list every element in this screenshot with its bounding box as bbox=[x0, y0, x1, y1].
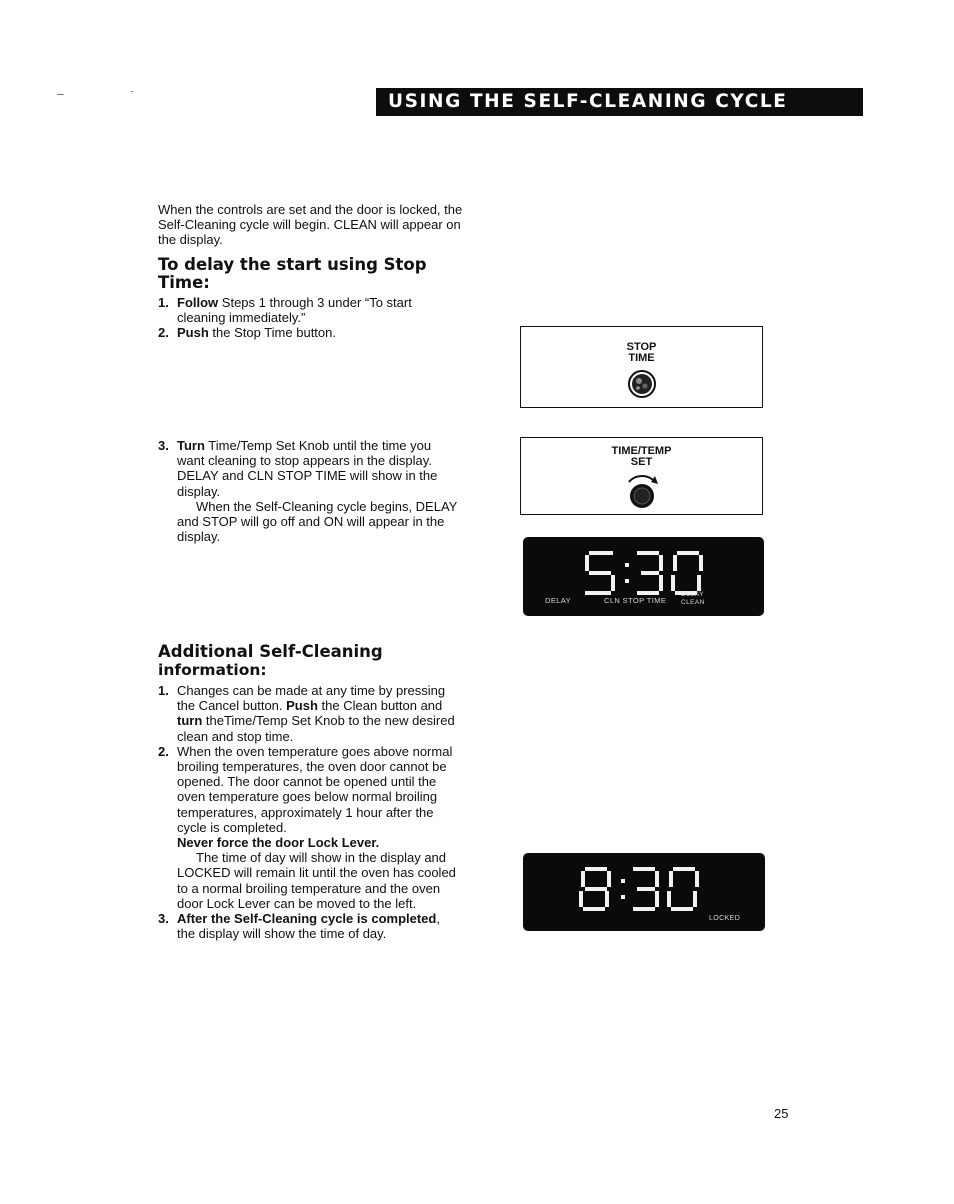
item-text: Changes can be made at any time by pressing the Cancel button. bbox=[177, 683, 446, 714]
locked-indicator: LOCKED bbox=[709, 915, 741, 922]
stop-label: STOP bbox=[626, 341, 657, 353]
clock-display-locked bbox=[523, 853, 765, 931]
additional-heading-line1: Additional Self-Cleaning bbox=[158, 642, 383, 661]
additional-heading bbox=[158, 643, 478, 679]
digit-5 bbox=[585, 551, 615, 595]
delay-step-2 bbox=[158, 325, 458, 340]
item-lead: After the Self-Cleaning cycle is completed bbox=[177, 911, 437, 927]
section-banner: USING THE SELF-CLEANING CYCLE bbox=[376, 88, 863, 116]
stop-time-button-icon[interactable] bbox=[627, 369, 657, 399]
additional-item-3 bbox=[158, 911, 460, 941]
delay-heading: To delay the start using Stop Time: bbox=[158, 255, 427, 292]
clock-display-delay bbox=[523, 537, 764, 616]
step-text: the Stop Time button. bbox=[208, 325, 336, 341]
additional-list bbox=[158, 683, 460, 941]
delay-step-3-note bbox=[158, 499, 460, 545]
item-text: theTime/Temp Set Knob to the new desired clean and stop time. bbox=[177, 713, 455, 744]
cln-stop-time-indicator: CLN STOP TIME bbox=[604, 596, 667, 605]
step-text: Time/Temp Set Knob until the time you want cleaning to stop appears in the display. DELAY and CLN STOP TIME will show in the display. bbox=[177, 438, 438, 499]
delay-step-1 bbox=[158, 295, 458, 325]
time-label: TIME bbox=[628, 352, 655, 364]
item-number: 2. bbox=[158, 743, 169, 759]
stray-mark bbox=[57, 94, 64, 95]
item-verb: turn bbox=[177, 713, 203, 729]
item-text: When the oven temperature goes above normal broiling temperatures, the oven door cannot be opened. The door cannot be opened until the oven temperature goes below normal broiling temperatures, approximately 1 hour after the cycle is completed. bbox=[177, 743, 453, 835]
time-temp-label: TIME/TEMP bbox=[611, 445, 672, 457]
stop-time-panel bbox=[520, 326, 763, 408]
item-number: 1. bbox=[158, 683, 169, 698]
delay-step-3 bbox=[158, 438, 460, 499]
step-number: 3. bbox=[158, 438, 169, 453]
intro-paragraph: When the controls are set and the door is locked, the Self-Cleaning cycle will begin. CLEAN will appear on the display. bbox=[158, 202, 463, 248]
item-text: , the display will show the time of day. bbox=[177, 911, 440, 942]
item-number: 3. bbox=[158, 911, 169, 927]
digit-8 bbox=[579, 867, 611, 911]
additional-item-1 bbox=[158, 683, 460, 744]
step-verb: Push bbox=[177, 325, 209, 341]
step-text: Steps 1 through 3 under “To start cleaning immediately.” bbox=[177, 295, 412, 326]
additional-heading-line2: information: bbox=[158, 661, 267, 679]
item-note: The time of day will show in the display and LOCKED will remain lit until the oven has cooled to a normal broiling temperature and the oven door Lock Lever can be moved to the left. bbox=[177, 850, 456, 911]
clean-indicator: CLEAN bbox=[681, 599, 705, 606]
step-verb: Follow bbox=[177, 295, 219, 310]
step-verb: Turn bbox=[177, 438, 205, 453]
set-label: SET bbox=[630, 456, 653, 468]
additional-item-2 bbox=[158, 744, 460, 911]
digit-0 bbox=[667, 867, 699, 911]
item-verb: Push bbox=[286, 698, 318, 714]
colon bbox=[625, 563, 629, 583]
delay-steps bbox=[158, 295, 458, 341]
stray-mark bbox=[131, 91, 133, 92]
digit-0 bbox=[671, 551, 703, 595]
delay-step-3-list bbox=[158, 438, 460, 544]
delay-small-indicator: DELAY bbox=[681, 591, 704, 598]
digit-3 bbox=[637, 551, 663, 595]
step-note: When the Self-Cleaning cycle begins, DELAY and STOP will go off and ON will appear in the display. bbox=[177, 498, 458, 545]
digit-3 bbox=[633, 867, 659, 911]
delay-indicator: DELAY bbox=[545, 596, 572, 605]
page-number: 25 bbox=[774, 1106, 789, 1121]
set-knob-icon[interactable] bbox=[620, 468, 664, 512]
colon bbox=[621, 879, 625, 899]
display-digits bbox=[567, 863, 707, 919]
time-temp-set-panel bbox=[520, 437, 763, 515]
step-number: 1. bbox=[158, 295, 169, 310]
step-number: 2. bbox=[158, 325, 169, 341]
warning-text: Never force the door Lock Lever. bbox=[177, 835, 380, 851]
item-text: the Clean button and bbox=[317, 698, 443, 714]
